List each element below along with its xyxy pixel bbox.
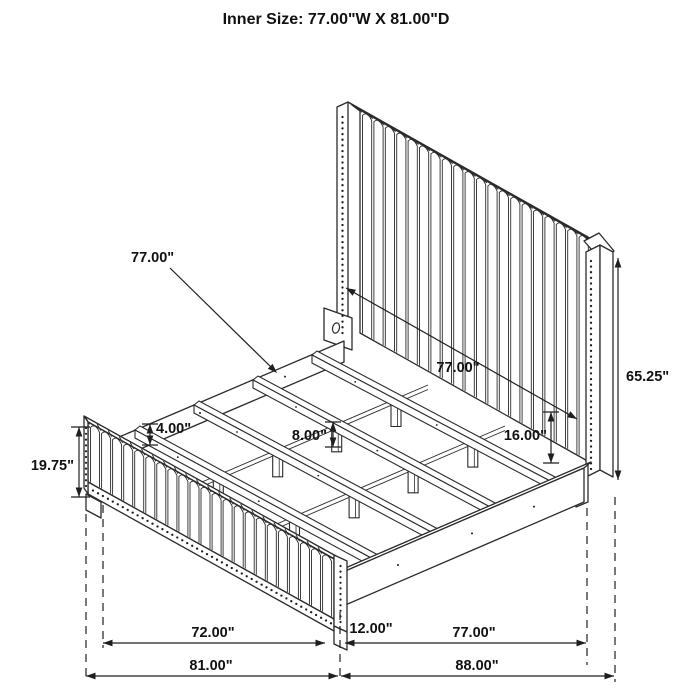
dim-label-footboard-thickness: 12.00": [349, 621, 393, 637]
footboard: [84, 416, 347, 650]
dim-label-overall-depth: 88.00": [455, 658, 499, 674]
dim-label-rail-height: 4.00": [156, 421, 192, 437]
dim-label-footboard-height: 19.75": [30, 458, 74, 474]
dim-label-slat-width: 77.00": [131, 250, 175, 266]
dim-label-inner-span-foot: 72.00": [191, 625, 235, 641]
diagram-title: Inner Size: 77.00"W X 81.00"D: [222, 11, 450, 28]
dim-label-outer-span-foot: 81.00": [189, 658, 233, 674]
headboard-right-wing-outer: [600, 245, 613, 477]
headboard-left-wing: [337, 102, 348, 342]
headboard-right-wing-inner: [586, 245, 600, 477]
slat-leader-line: [170, 268, 273, 369]
dim-label-headboard-height: 65.25": [626, 369, 670, 385]
dim-label-headboard-inner-width: 77.00": [436, 360, 480, 376]
dim-label-headboard-clearance: 16.00": [503, 428, 547, 444]
dim-label-inner-span-head: 77.00": [452, 625, 496, 641]
dim-label-leg-height: 8.00": [291, 428, 327, 444]
